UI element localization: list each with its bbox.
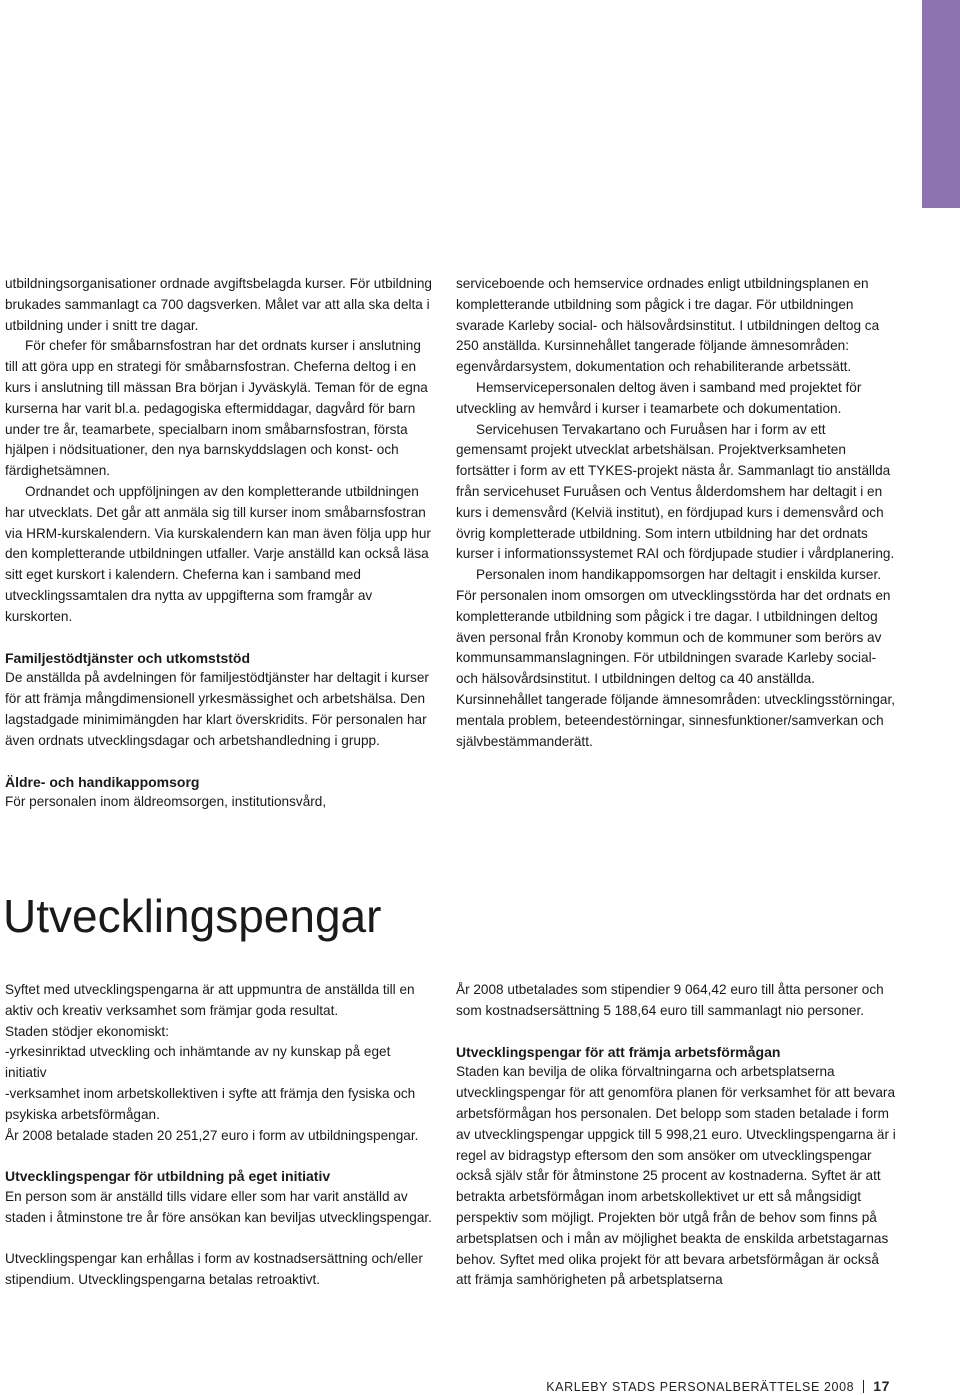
heading-elder-care: Äldre- och handikappomsorg xyxy=(5,773,200,790)
page-footer xyxy=(546,1378,890,1394)
paragraph: En person som är anställd tills vidare eller som har varit anställd av staden i åtminstone tre år före ansökan kan beviljas utvecklingspengar. xyxy=(5,1189,432,1225)
top-left-column xyxy=(5,274,435,813)
paragraph: -yrkesinriktad utveckling och inhämtande av ny kunskap på eget initiativ xyxy=(5,1044,391,1081)
section-title: Utvecklingspengar xyxy=(3,890,382,942)
paragraph: Servicehusen Tervakartano och Furuåsen har i form av ett gemensamt projekt utvecklat arbetshälsan. Projektverksamheten fortsätter i form av ett TYKES-projekt nästa år. Sammanlagt tio anställda från servicehuset Furuåsen och Ventus ålderdomshem har deltagit i en kurs i demensvård (Kelviä institut), en fördjupad kurs i demensvård och övrig kompletterade utbildning. Som intern utbildning har det ordnats kurser i informationssystemet RAI och fördjupade studier i vårdplanering. xyxy=(456,421,895,562)
paragraph: Staden kan bevilja de olika förvaltningarna och arbetsplatserna utvecklingspengar för att genomföra planen för verksamhet för att bevara arbetsförmågan hos personalen. Det belopp som staden betalade i form av utvecklingspengar uppgick till 5 998,21 euro. Utvecklingspengarna är i regel av bidragstyp eftersom den som ansöker om utvecklingspengar också själv står för åtminstone 25 procent av kostnaderna. Syftet är att betrakta arbetsförmågan inom arbetskollektivet ur ett så mångsidigt perspektiv som möjligt. Projekten bör utgå från de behov som finns på arbetsplatsen och i mån av möjlighet beakta de enskilda arbetstagarnas behov. Syftet med olika projekt för att bevara arbetsförmågan är också att främja samhörigheten på arbetsplatserna xyxy=(456,1064,896,1288)
paragraph: År 2008 utbetalades som stipendier 9 064,42 euro till åtta personer och som kostnadsersättning 5 188,64 euro till sammanlagt nio personer. xyxy=(456,982,884,1018)
paragraph: Syftet med utvecklingspengarna är att uppmuntra de anställda till en aktiv och kreativ verksamhet som främjar goda resultat. xyxy=(5,982,415,1018)
paragraph: utbildningsorganisationer ordnade avgiftsbelagda kurser. För utbildning brukades sammanlagt ca 700 dagsverken. Målet var att alla ska delta i utbildning under i snitt tre dagar. xyxy=(5,276,432,333)
paragraph: Utvecklingspengar kan erhållas i form av kostnadsersättning och/eller stipendium. Utvecklingspengarna betalas retroaktivt. xyxy=(5,1250,423,1287)
page-number: 17 xyxy=(873,1378,890,1394)
paragraph: Staden stödjer ekonomiskt: xyxy=(5,1023,169,1039)
accent-tab xyxy=(922,0,960,208)
paragraph: År 2008 betalade staden 20 251,27 euro i form av utbildningspengar. xyxy=(5,1127,419,1143)
paragraph: Ordnandet och uppföljningen av den kompletterande utbildningen har utvecklats. Det går att anmäla sig till kurser inom småbarnsfostran via HRM-kurskalendern. Via kurskalendern kan man även följa upp hur den kompletterande utbildningen utfaller. Varje anställd kan också läsa sitt eget kurskort i kalendern. Cheferna kan i samband med utvecklingssamtalen dra nytta av uppgifterna som framgår av kurskorten. xyxy=(5,483,431,624)
paragraph: Hemservicepersonalen deltog även i samband med projektet för utveckling av hemvård i kurser i teamarbete och dokumentation. xyxy=(456,379,862,416)
paragraph: De anställda på avdelningen för familjestödtjänster har deltagit i kurser för att främja mångdimensionell yrkesmässighet och arbetshälsa. Den lagstadgade minimimängden har klart överskridits. För personalen har även ordnats utvecklingsdagar och arbetshandledning i grupp. xyxy=(5,670,429,748)
heading-own-initiative: Utvecklingspengar för utbildning på eget initiativ xyxy=(5,1168,331,1185)
paragraph: För personalen inom äldreomsorgen, institutionsvård, xyxy=(5,794,327,810)
heading-family-support: Familjestödtjänster och utkomststöd xyxy=(5,649,251,666)
footer-title: KARLEBY STADS PERSONALBERÄTTELSE 2008 xyxy=(546,1380,855,1394)
top-right-column xyxy=(456,274,896,752)
paragraph: serviceboende och hemservice ordnades enligt utbildningsplanen en kompletterande utbildning som pågick i tre dagar. För utbildningen svarade Karleby social- och hälsovårdsinstitut. I utbildningen deltog ca 250 anställda. Kursinnehållet tangerade följande ämnesområden: egenvårdarsystem, dokumentation och rehabiliterande arbetssätt. xyxy=(456,276,880,375)
paragraph: -verksamhet inom arbetskollektiven i syfte att främja den fysiska och psykiska arbetsförmågan. xyxy=(5,1085,416,1122)
bottom-right-column xyxy=(456,980,896,1291)
footer-divider xyxy=(863,1380,864,1393)
bottom-left-column xyxy=(5,980,435,1290)
paragraph: Personalen inom handikappomsorgen har deltagit i enskilda kurser. För personalen inom omsorgen om utvecklingsstörda har det ordnats en kompletterande utbildning som pågick i tre dagar. I utbildningen deltog även personal från Kronoby kommun och de kommuner som berörs av kommunsammanslagningen. För utbildningen svarade Karleby social- och hälsovårdsinstitut. I utbildningen deltog ca 40 anställda. Kursinnehållet tangerade följande ämnesområden: utvecklingsstörningar, mentala problem, beteendestörningar, sinnesfunktioner/samverkan och självbestämmanderätt. xyxy=(456,567,896,749)
paragraph: För chefer för småbarnsfostran har det ordnats kurser i anslutning till att göra upp en strategi för småbarnsfostran. Cheferna deltog i en kurs i anslutning till mässan Bra början i Jyväskylä. Teman för de egna kurserna har varit bl.a. pedagogiska eftermiddagar, dagvård för barn under tre år, teamarbete, specialbarn inom småbarnsfostran, första hjälpen i nödsituationer, den nya barnskyddslagen och konst- och färdighetsämnen. xyxy=(5,338,428,479)
heading-work-ability: Utvecklingspengar för att främja arbetsförmågan xyxy=(456,1043,781,1060)
